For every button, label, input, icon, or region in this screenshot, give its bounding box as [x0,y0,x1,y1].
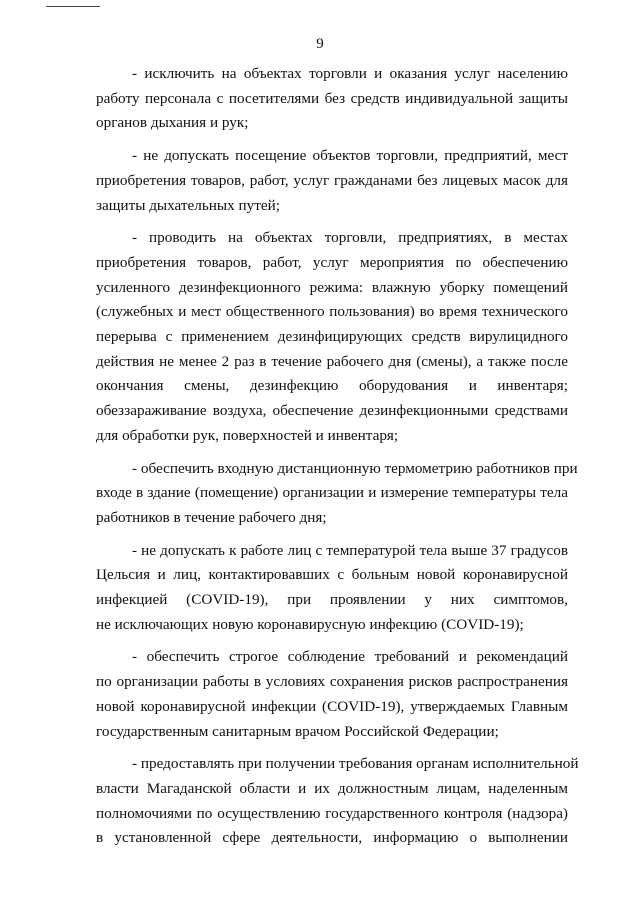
text-line: по организации работы в условиях сохранения рисков распространения [96,673,568,691]
paragraph [96,645,568,744]
text-line: полномочиями по осуществлению государственного контроля (надзора) [96,804,568,822]
text-line: приобретения товаров, работ, услуг гражданами без лицевых масок для [96,171,568,189]
text-line: (служебных и мест общественного пользования) во время технического [96,303,568,321]
text-line: обеззараживание воздуха, обеспечение дезинфекционными средствами [96,402,568,420]
text-line: работников в течение рабочего дня; [96,508,327,526]
paragraph [96,457,578,531]
text-line: для обработки рук, поверхностей и инвентаря; [96,426,399,444]
text-line: государственным санитарным врачом Российской Федерации; [96,722,499,740]
text-line: органов дыхания и рук; [96,114,249,132]
text-line: - обеспечить входную дистанционную термометрию работников при [132,459,578,477]
scan-corner-mark [46,6,100,7]
text-line: - предоставлять при получении требования органам исполнительной [132,755,579,773]
text-line: не исключающих новую коронавирусную инфекцию (COVID-19); [96,615,524,633]
text-line: - исключить на объектах торговли и оказания услуг населению [132,65,568,82]
paragraph [96,752,579,851]
paragraph [96,539,568,638]
text-line: Цельсия и лиц, контактировавших с больным новой коронавирусной [96,566,568,584]
text-line: инфекцией (COVID-19), при проявлении у них симптомов, [96,591,568,609]
paragraph [96,226,568,448]
text-line: действия не менее 2 раз в течение рабочего дня (смены), а также после [96,352,568,370]
paragraph [96,144,568,218]
text-line: - не допускать посещение объектов торговли, предприятий, мест [132,147,568,165]
document-body [96,62,579,859]
paragraph [96,62,568,136]
text-line: усиленного дезинфекционного режима: влажную уборку помещений [96,278,568,296]
text-line: - обеспечить строгое соблюдение требований и рекомендаций [132,648,568,666]
text-line: в установленной сфере деятельности, информацию о выполнении [96,829,568,847]
text-line: входе в здание (помещение) организации и измерение температуры тела [96,484,568,502]
text-line: новой коронавирусной инфекции (COVID-19), утверждаемых Главным [96,697,568,715]
text-line: окончания смены, дезинфекцию оборудования и инвентаря; [96,377,568,395]
text-line: приобретения товаров, работ, услуг мероприятия по обеспечению [96,253,568,271]
text-line: перерыва с применением дезинфицирующих средств вирулицидного [96,328,568,346]
text-line: защиты дыхательных путей; [96,196,280,214]
text-line: - проводить на объектах торговли, предприятиях, в местах [132,229,568,247]
text-line: - не допускать к работе лиц с температурой тела выше 37 градусов [132,541,568,559]
page-number: 9 [316,36,324,52]
text-line: власти Магаданской области и их должностным лицам, наделенным [96,779,568,797]
text-line: работу персонала с посетителями без средств индивидуальной защиты [96,89,568,107]
